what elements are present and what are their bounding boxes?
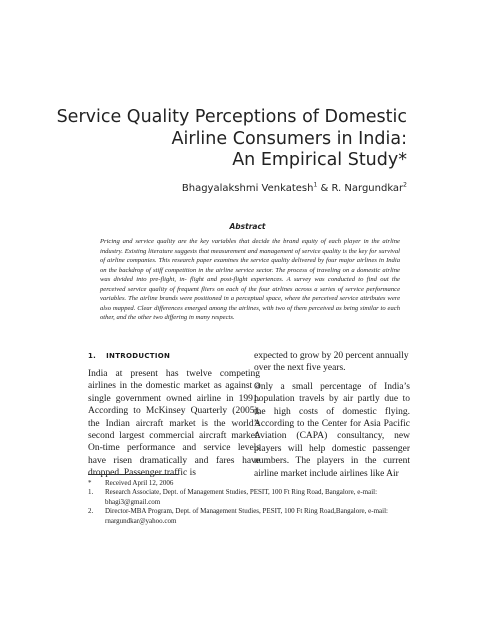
author-1-mark: 1	[313, 181, 318, 189]
footnote-text: Received April 12, 2006	[105, 479, 174, 487]
author-2-name: R. Nargundkar	[331, 183, 404, 194]
section-heading	[88, 350, 260, 362]
paper-title	[47, 107, 407, 172]
footnote-author-2	[88, 507, 418, 526]
body-column-left	[88, 350, 260, 486]
title-line-1: Service Quality Perceptions of Domestic	[56, 107, 407, 127]
footnote-text: Research Associate, Dept. of Management Studies, PESIT, 100 Ft Ring Road, Bangalore, e-mail: bhagi3@gmail.com	[105, 488, 378, 506]
footnote-mark: 1.	[88, 488, 94, 497]
intro-paragraph-1-part-2: expected to grow by 20 percent annually over the next five years.	[254, 351, 409, 374]
author-1-name: Bhagyalakshmi Venkatesh	[181, 183, 314, 194]
abstract-heading: Abstract	[229, 222, 266, 231]
footnote-received	[88, 479, 418, 488]
footnote-mark: *	[88, 479, 92, 487]
footnote-mark: 2.	[88, 507, 94, 516]
footnotes	[88, 479, 418, 526]
body-column-right	[254, 350, 410, 486]
intro-paragraph-1-part-1: India at present has twelve competing airlines in the domestic market as against a single government owned airline in 1991. According to McKinsey Quarterly (2005), the Indian aircraft market is the world’s second largest commercial aircraft market. On-time performance and service levels have risen dramatically and fares have dropped. Passenger traffic is	[88, 369, 260, 479]
section-number: 1.	[88, 352, 97, 360]
author-2-mark: 2	[403, 181, 407, 189]
section-title: INTRODUCTION	[106, 352, 171, 360]
title-line-3: An Empirical Study*	[232, 150, 407, 170]
title-line-2: Airline Consumers in India:	[171, 128, 407, 149]
abstract-text: Pricing and service quality are the key variables that decide the brand equity of each player in the airline industry. Existing literature suggests that measurement and management of service quality is the key for survival of airline companies. This research paper examines the service quality delivered by four major airlines in India on the backdrop of stiff competition in the airline service sector. The process of traveling on a domestic airline was divided into pre-flight, in- flight and post-flight experiences. A survey was conducted to find out the perceived service quality of frequent fliers on each of the four airlines across a series of service performance variables. The airline brands were positioned in a perceptual space, where the perceived service attributes were also mapped. Clear differences emerged among the airlines, with two of them perceived as being similar to each other, and the other two differing in many respects.	[100, 238, 400, 321]
footnote-text: Director-MBA Program, Dept. of Management Studies, PESIT, 100 Ft Ring Road,Bangalore, e-mail: rnargundkar@yahoo.com	[105, 507, 388, 525]
author-line	[182, 183, 407, 194]
footnote-author-1	[88, 488, 418, 507]
author-joiner: &	[317, 183, 332, 194]
intro-paragraph-2: Only a small percentage of India’s population travels by air partly due to the high costs of domestic flying. According to the Center for Asia Pacific Aviation (CAPA) consultancy, new players will help domestic passenger numbers. The players in the current airline market include airlines like Air	[254, 381, 410, 479]
footnote-rule	[88, 474, 178, 475]
